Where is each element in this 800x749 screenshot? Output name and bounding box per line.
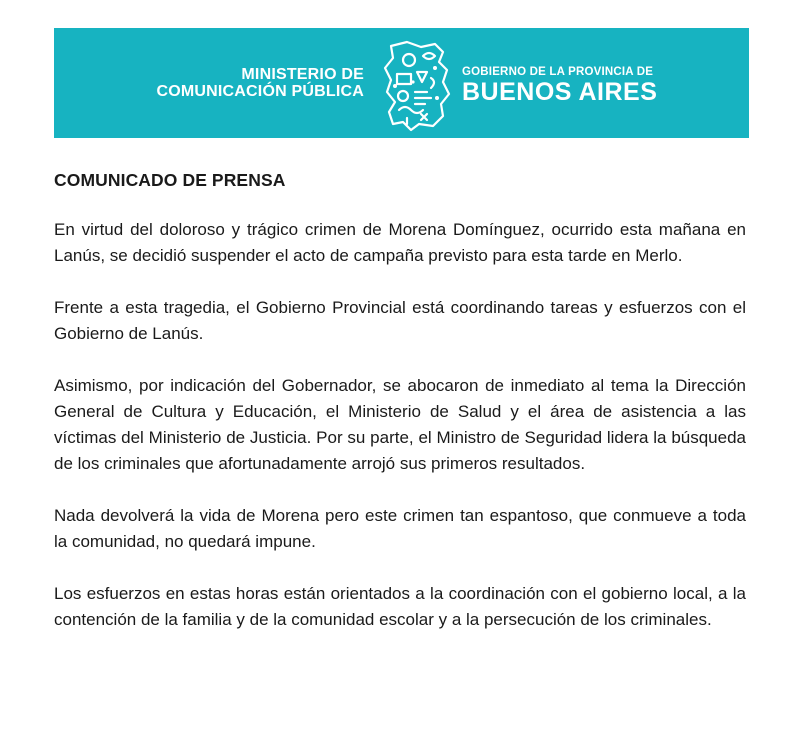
ministry-line-2: COMUNICACIÓN PÚBLICA xyxy=(156,83,364,100)
province-map-emblem-icon xyxy=(377,38,455,132)
document-title: COMUNICADO DE PRENSA xyxy=(54,170,286,190)
press-release-body xyxy=(54,170,746,659)
gov-line-2: BUENOS AIRES xyxy=(462,78,658,106)
ministry-line-1: MINISTERIO DE xyxy=(241,66,364,83)
paragraph-3: Asimismo, por indicación del Gobernador, se abocaron de inmediato al tema la Dirección General de Cultura y Educación, el Ministerio de Salud y el área de asistencia a las víctimas del Ministerio de Justicia. Por su parte, el Ministro de Seguridad lidera la búsqueda de los criminales que afortunadamente arrojó sus primeros resultados. xyxy=(54,376,746,473)
paragraph-1: En virtud del doloroso y trágico crimen de Morena Domínguez, ocurrido esta mañana en Lanús, se decidió suspender el acto de campaña previsto para esta tarde en Merlo. xyxy=(54,220,746,265)
government-name xyxy=(462,66,657,105)
paragraph-4: Nada devolverá la vida de Morena pero este crimen tan espantoso, que conmueve a toda la comunidad, no quedará impune. xyxy=(54,506,746,551)
ministry-name xyxy=(54,66,364,100)
paragraph-5: Los esfuerzos en estas horas están orientados a la coordinación con el gobierno local, a la contención de la familia y de la comunidad escolar y a la persecución de los criminales. xyxy=(54,584,746,629)
gov-line-1: GOBIERNO DE LA PROVINCIA DE xyxy=(462,66,654,78)
paragraph-2: Frente a esta tragedia, el Gobierno Provincial está coordinando tareas y esfuerzos con el Gobierno de Lanús. xyxy=(54,298,746,343)
header-banner xyxy=(54,28,749,138)
